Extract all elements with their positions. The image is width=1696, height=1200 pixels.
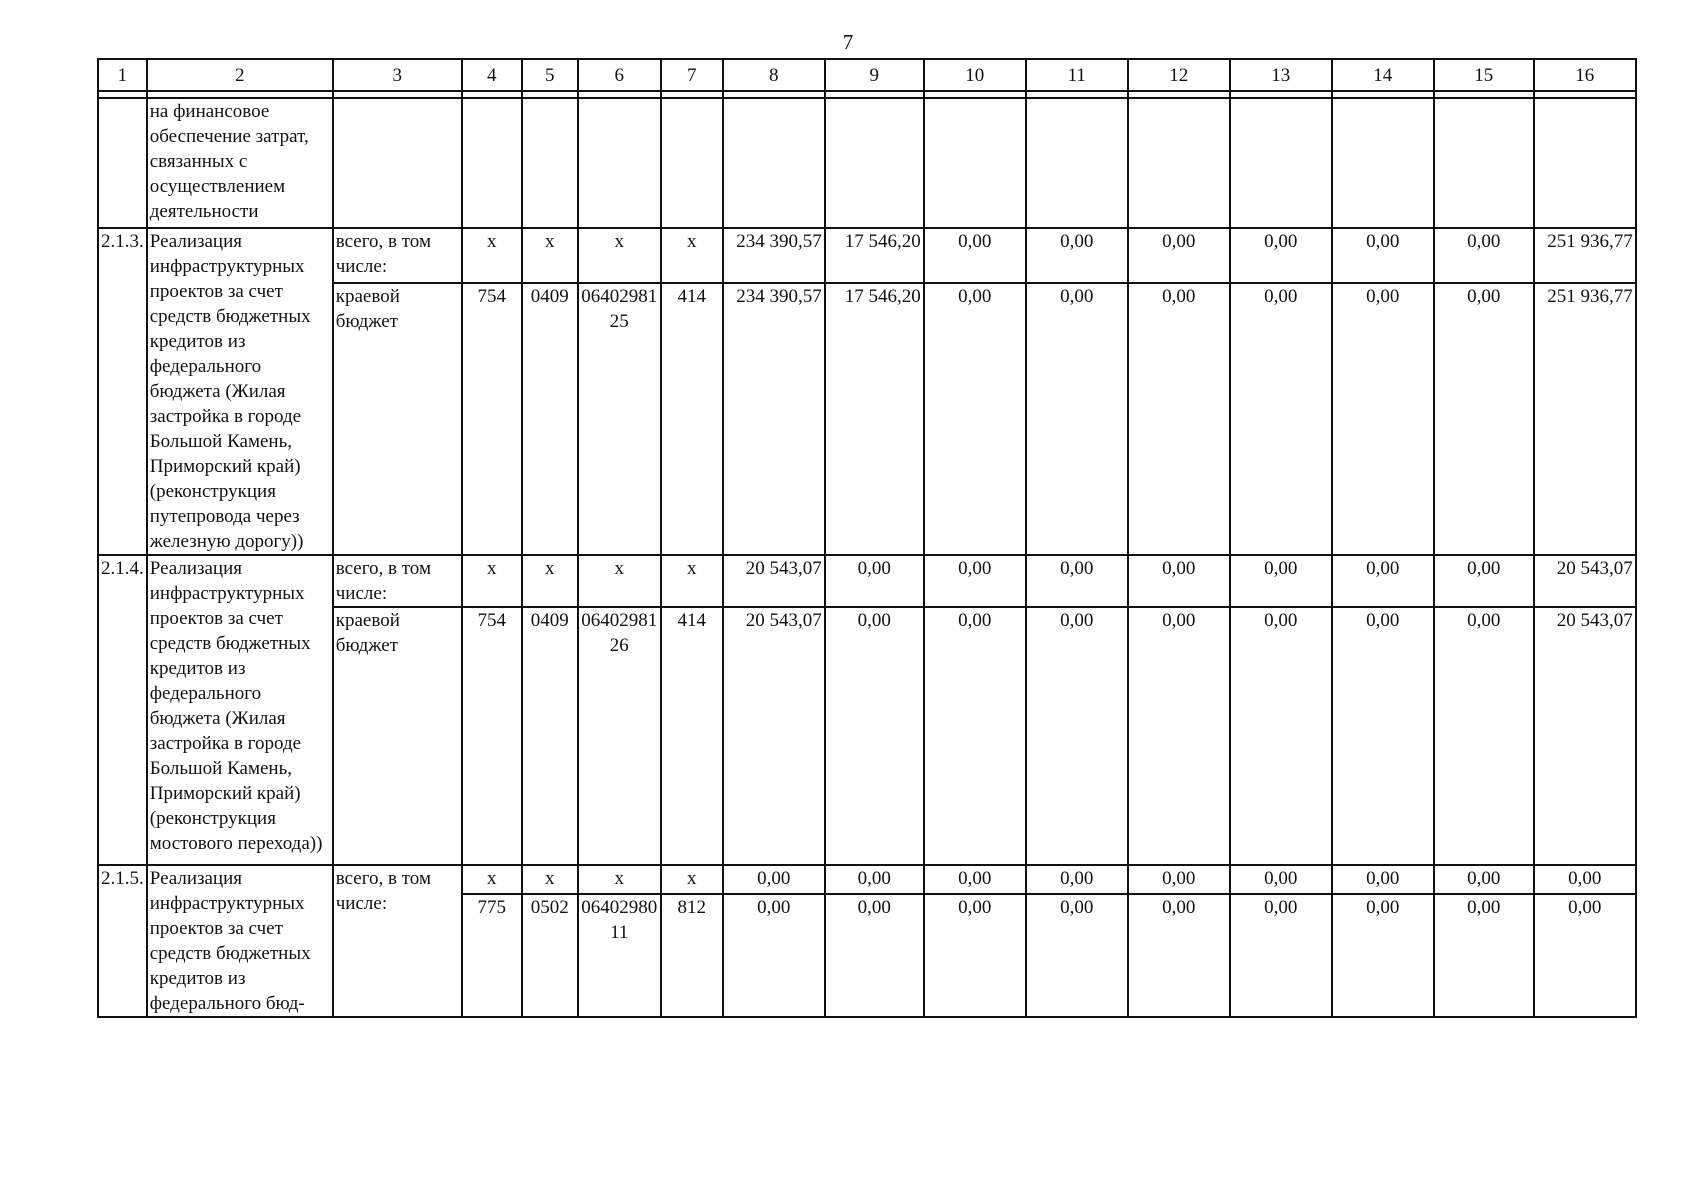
source-cell: краевой бюджет xyxy=(333,607,462,865)
header-cell: 13 xyxy=(1230,59,1332,91)
grbs-cell: x xyxy=(462,555,522,607)
budget-table xyxy=(97,58,1637,1018)
value-cell-11: 0,00 xyxy=(1026,607,1128,865)
value-cell-13: 0,00 xyxy=(1230,894,1332,1017)
value-cell-13: 0,00 xyxy=(1230,555,1332,607)
value-cell-15: 0,00 xyxy=(1434,555,1534,607)
value-cell-14: 0,00 xyxy=(1332,228,1434,283)
page-number: 7 xyxy=(842,30,854,54)
section-cell: x xyxy=(522,228,578,283)
value-cell-16: 20 543,07 xyxy=(1534,607,1636,865)
value-cell-9: 0,00 xyxy=(825,607,924,865)
row-number-2-1-5: 2.1.5. xyxy=(98,865,147,1017)
value-cell-12: 0,00 xyxy=(1128,865,1230,894)
value-cell-11: 0,00 xyxy=(1026,283,1128,555)
grbs-cell: x xyxy=(462,228,522,283)
target-article-cell: 0640298125 xyxy=(578,283,661,555)
section-cell: 0502 xyxy=(522,894,578,1017)
value-cell-14: 0,00 xyxy=(1332,283,1434,555)
value-cell-14: 0,00 xyxy=(1332,865,1434,894)
grbs-cell: 754 xyxy=(462,607,522,865)
value-cell-14: 0,00 xyxy=(1332,894,1434,1017)
value-cell-16: 20 543,07 xyxy=(1534,555,1636,607)
value-cell-16: 0,00 xyxy=(1534,894,1636,1017)
source-cell: всего, в том числе: xyxy=(333,865,462,1017)
value-cell-14: 0,00 xyxy=(1332,607,1434,865)
header-cell: 2 xyxy=(147,59,333,91)
value-cell-10: 0,00 xyxy=(924,894,1026,1017)
expense-type-cell: 812 xyxy=(661,894,723,1017)
target-article-cell: 0640298126 xyxy=(578,607,661,865)
header-cell: 16 xyxy=(1534,59,1636,91)
table-row-2-1-4-total xyxy=(98,555,1636,607)
value-cell-8: 0,00 xyxy=(723,894,825,1017)
value-cell-11: 0,00 xyxy=(1026,865,1128,894)
row-description-2-1-5: Реализация инфраструктурных проектов за счет средств бюджетных кредитов из федерального бюд- xyxy=(147,865,333,1017)
header-cell: 10 xyxy=(924,59,1026,91)
value-cell-11: 0,00 xyxy=(1026,894,1128,1017)
row-number-2-1-4: 2.1.4. xyxy=(98,555,147,865)
expense-type-cell: x xyxy=(661,228,723,283)
header-gap xyxy=(98,91,1636,98)
header-row xyxy=(98,59,1636,91)
target-article-cell: x xyxy=(578,228,661,283)
grbs-cell: 775 xyxy=(462,894,522,1017)
value-cell-13: 0,00 xyxy=(1230,607,1332,865)
row-description-2-1-3: Реализация инфраструктурных проектов за счет средств бюджетных кредитов из федерального бюджета (Жилая застройка в городе Большой Камень, Приморский край) (реконструкция путепровода через железную дорогу)) xyxy=(147,228,333,555)
target-article-cell: 0640298011 xyxy=(578,894,661,1017)
value-cell-11: 0,00 xyxy=(1026,228,1128,283)
row-intro-description: на финансовое обеспечение затрат, связанных с осуществлением деятельности xyxy=(147,98,333,228)
value-cell-15: 0,00 xyxy=(1434,894,1534,1017)
section-cell: 0409 xyxy=(522,607,578,865)
value-cell-11: 0,00 xyxy=(1026,555,1128,607)
value-cell-9: 17 546,20 xyxy=(825,283,924,555)
value-cell-8: 234 390,57 xyxy=(723,228,825,283)
value-cell-9: 0,00 xyxy=(825,555,924,607)
expense-type-cell: x xyxy=(661,865,723,894)
value-cell-15: 0,00 xyxy=(1434,865,1534,894)
target-article-cell: x xyxy=(578,555,661,607)
value-cell-10: 0,00 xyxy=(924,228,1026,283)
source-cell: краевой бюджет xyxy=(333,283,462,555)
value-cell-16: 0,00 xyxy=(1534,865,1636,894)
value-cell-16: 251 936,77 xyxy=(1534,228,1636,283)
header-cell: 8 xyxy=(723,59,825,91)
value-cell-10: 0,00 xyxy=(924,283,1026,555)
value-cell-8: 234 390,57 xyxy=(723,283,825,555)
value-cell-13: 0,00 xyxy=(1230,228,1332,283)
header-cell: 3 xyxy=(333,59,462,91)
table-row-2-1-3-total xyxy=(98,228,1636,283)
row-number-2-1-3: 2.1.3. xyxy=(98,228,147,555)
section-cell: x xyxy=(522,865,578,894)
value-cell-15: 0,00 xyxy=(1434,607,1534,865)
value-cell-9: 0,00 xyxy=(825,865,924,894)
value-cell-12: 0,00 xyxy=(1128,228,1230,283)
value-cell-15: 0,00 xyxy=(1434,228,1534,283)
row-description-2-1-4: Реализация инфраструктурных проектов за счет средств бюджетных кредитов из федерального бюджета (Жилая застройка в городе Большой Камень, Приморский край) (реконструкция мостового перехода)) xyxy=(147,555,333,865)
value-cell-12: 0,00 xyxy=(1128,283,1230,555)
value-cell-8: 20 543,07 xyxy=(723,555,825,607)
section-cell: x xyxy=(522,555,578,607)
value-cell-13: 0,00 xyxy=(1230,283,1332,555)
expense-type-cell: x xyxy=(661,555,723,607)
header-cell: 4 xyxy=(462,59,522,91)
header-cell: 7 xyxy=(661,59,723,91)
grbs-cell: 754 xyxy=(462,283,522,555)
header-cell: 9 xyxy=(825,59,924,91)
value-cell-9: 17 546,20 xyxy=(825,228,924,283)
value-cell-10: 0,00 xyxy=(924,607,1026,865)
value-cell-12: 0,00 xyxy=(1128,555,1230,607)
value-cell-12: 0,00 xyxy=(1128,607,1230,865)
header-cell: 14 xyxy=(1332,59,1434,91)
header-cell: 5 xyxy=(522,59,578,91)
value-cell-12: 0,00 xyxy=(1128,894,1230,1017)
table-row-intro xyxy=(98,98,1636,228)
table-row-2-1-5-total xyxy=(98,865,1636,894)
expense-type-cell: 414 xyxy=(661,283,723,555)
value-cell-10: 0,00 xyxy=(924,865,1026,894)
target-article-cell: x xyxy=(578,865,661,894)
value-cell-15: 0,00 xyxy=(1434,283,1534,555)
expense-type-cell: 414 xyxy=(661,607,723,865)
value-cell-13: 0,00 xyxy=(1230,865,1332,894)
header-cell: 11 xyxy=(1026,59,1128,91)
value-cell-8: 20 543,07 xyxy=(723,607,825,865)
source-cell: всего, в том числе: xyxy=(333,228,462,283)
value-cell-8: 0,00 xyxy=(723,865,825,894)
value-cell-9: 0,00 xyxy=(825,894,924,1017)
header-cell: 12 xyxy=(1128,59,1230,91)
value-cell-16: 251 936,77 xyxy=(1534,283,1636,555)
header-cell: 6 xyxy=(578,59,661,91)
header-cell: 15 xyxy=(1434,59,1534,91)
grbs-cell: x xyxy=(462,865,522,894)
value-cell-10: 0,00 xyxy=(924,555,1026,607)
header-cell: 1 xyxy=(98,59,147,91)
source-cell: всего, в том числе: xyxy=(333,555,462,607)
section-cell: 0409 xyxy=(522,283,578,555)
value-cell-14: 0,00 xyxy=(1332,555,1434,607)
